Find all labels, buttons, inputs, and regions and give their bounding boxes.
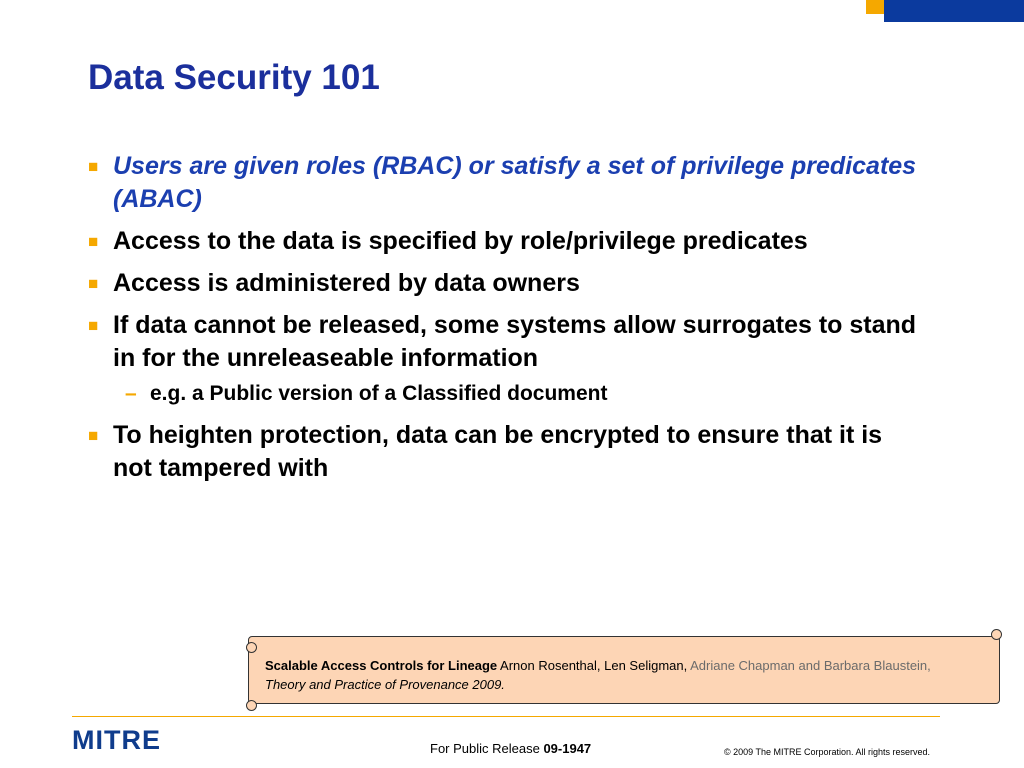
release-notice xyxy=(430,741,591,756)
corner-accent-blue xyxy=(884,0,1024,22)
slide-title: Data Security 101 xyxy=(88,58,380,97)
bullet-text: Users are given roles (RBAC) or satisfy a set of privilege predicates (ABAC) xyxy=(113,152,917,213)
reference-authors-a: Arnon Rosenthal, Len Seligman, xyxy=(497,658,691,673)
scroll-curl-icon xyxy=(246,700,257,711)
bullet-encryption xyxy=(88,419,918,485)
copyright-notice: © 2009 The MITRE Corporation. All rights reserved. xyxy=(724,747,931,757)
bullet-text: Access is administered by data owners xyxy=(113,269,580,297)
bullet-data-owners xyxy=(88,267,918,300)
footer-divider xyxy=(72,716,940,717)
bullet-square-icon: ■ xyxy=(88,157,99,176)
mitre-logo: MITRE xyxy=(72,725,161,755)
bullet-text: Access to the data is specified by role/privilege predicates xyxy=(113,227,808,255)
bullet-square-icon: ■ xyxy=(88,232,99,251)
bullet-text: To heighten protection, data can be encrypted to ensure that it is not tampered with xyxy=(113,421,883,482)
bullet-square-icon: ■ xyxy=(88,316,99,335)
bullet-surrogates xyxy=(88,309,918,375)
scroll-curl-icon xyxy=(991,629,1002,640)
sub-bullet-example xyxy=(88,381,918,407)
release-label: For Public Release xyxy=(430,741,544,756)
dash-icon: – xyxy=(125,382,137,405)
reference-title: Scalable Access Controls for Lineage xyxy=(265,658,498,673)
bullet-list xyxy=(88,150,918,494)
bullet-text: If data cannot be released, some systems allow surrogates to stand in for the unreleaseable information xyxy=(113,311,917,372)
sub-bullet-text: e.g. a Public version of a Classified document xyxy=(150,382,608,405)
reference-authors-b: Adriane Chapman and Barbara Blaustein, xyxy=(690,658,931,673)
bullet-square-icon: ■ xyxy=(88,274,99,293)
reference-text xyxy=(265,656,955,694)
bullet-access-spec xyxy=(88,225,918,258)
scroll-curl-icon xyxy=(246,642,257,653)
reference-scroll xyxy=(248,636,1000,704)
bullet-roles xyxy=(88,150,918,216)
release-number: 09-1947 xyxy=(543,741,592,756)
reference-venue: Theory and Practice of Provenance 2009. xyxy=(265,677,505,692)
corner-accent-orange xyxy=(866,0,884,14)
bullet-square-icon: ■ xyxy=(88,426,99,445)
